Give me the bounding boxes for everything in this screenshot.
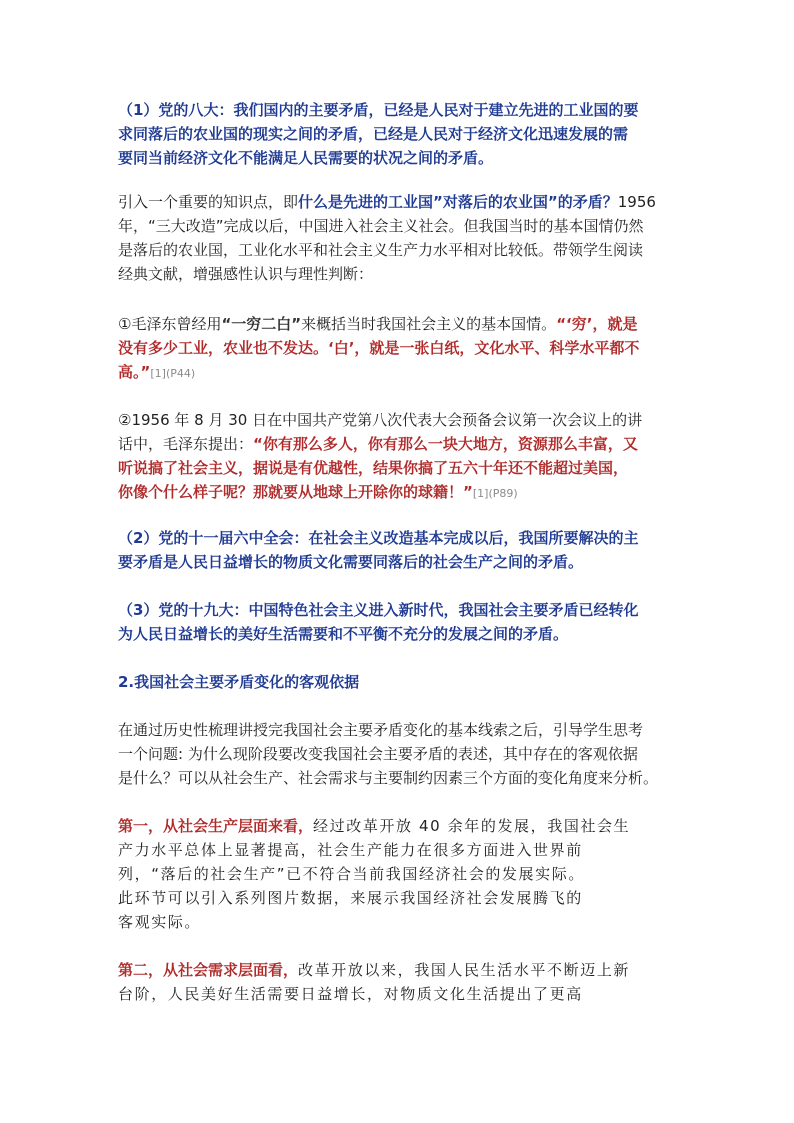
text-line: [118, 432, 678, 456]
text-line: （1）党的八大：我们国内的主要矛盾，已经是人民对于建立先进的工业国的要: [118, 101, 639, 119]
emphasis-run: 第二，从社会需求层面看，: [118, 961, 299, 979]
paragraph-nineteenth-congress: [118, 598, 678, 646]
text-line: 列，“落后的社会生产”已不符合当前我国经济社会的发展实际。: [118, 865, 585, 883]
text-line: 要矛盾是人民日益增长的物质文化需要同落后的社会生产之间的矛盾。: [118, 553, 584, 571]
text-line: 客观实际。: [118, 913, 202, 931]
text-line: 没有多少工业，农业也不发达。‘白’，就是一张白纸，文化水平、科学水平都不: [118, 339, 640, 357]
text-line: ②1956 年 8 月 30 日在中国共产党第八次代表大会预备会议第一次会议上的讲: [118, 411, 643, 429]
section-heading: 2.我国社会主要矛盾变化的客观依据: [118, 673, 360, 691]
paragraph-social-production: [118, 814, 678, 934]
quote-run: “‘穷’，就是: [556, 315, 638, 333]
paragraph-sixth-plenary: [118, 526, 678, 574]
quote-run: 高。”: [118, 363, 151, 381]
text-line: 一个问题: 为什么现阶段要改变我国社会主要矛盾的表述，其中存在的客观依据: [118, 745, 638, 763]
emphasis-run: 第一，从社会生产层面来看，: [118, 817, 314, 835]
text-line: [118, 814, 678, 838]
quote-run: “你有那么多人，你有那么一块大地方，资源那么丰富，又: [253, 435, 638, 453]
text-run: 引入一个重要的知识点，即: [118, 193, 299, 211]
quote-run: 你像个什么样子呢？那就要从地球上开除你的球籍！”: [118, 483, 473, 501]
text-run: 1956: [617, 193, 656, 211]
text-line: （3）党的十九大：中国特色社会主义进入新时代，我国社会主要矛盾已经转化: [118, 601, 639, 619]
emphasis-run: 什么是先进的工业国”对落后的农业国”的矛盾？: [298, 193, 618, 211]
paragraph-objective-basis: [118, 718, 678, 790]
paragraph-quote-2: [118, 408, 678, 506]
text-run: 经过改革开放 40 余年的发展，我国社会生: [313, 817, 631, 835]
text-run: 改革开放以来，我国人民生活水平不断迈上新: [298, 961, 631, 979]
text-line: [118, 360, 678, 386]
text-line: 要同当前经济文化不能满足人民需要的状况之间的矛盾。: [118, 149, 494, 167]
text-run: 来概括当时我国社会主义的基本国情。: [301, 315, 557, 333]
paragraph-knowledge-point: [118, 190, 678, 286]
paragraph-social-demand: [118, 958, 678, 1006]
text-line: [118, 190, 678, 214]
text-line: （2）党的十一届六中全会：在社会主义改造基本完成以后，我国所要解决的主: [118, 529, 639, 547]
text-line: 是什么？可以从社会生产、社会需求与主要制约因素三个方面的变化角度来分析。: [118, 769, 659, 787]
emphasis-run: “一穷二白”: [221, 315, 302, 333]
text-line: 经典文献，增强感性认识与理性判断：: [118, 265, 374, 283]
text-line: [118, 480, 678, 506]
text-line: 年，“三大改造”完成以后，中国进入社会主义社会。但我国当时的基本国情仍然: [118, 217, 644, 235]
text-run: 话中，毛泽东提出：: [118, 435, 254, 453]
citation: [1](P44): [150, 367, 196, 380]
citation: [1](P89): [472, 487, 518, 500]
paragraph-eighth-congress: [118, 98, 678, 170]
text-line: [118, 312, 678, 336]
paragraph-quote-1: [118, 312, 678, 386]
text-line: [118, 958, 678, 982]
text-line: 此环节可以引入系列图片数据，来展示我国经济社会发展腾飞的: [118, 889, 583, 907]
text-line: 听说搞了社会主义，据说是有优越性，结果你搞了五六十年还不能超过美国，: [118, 459, 629, 477]
text-line: 是落后的农业国，工业化水平和社会主义生产力水平相对比较低。带领学生阅读: [118, 241, 644, 259]
text-line: 台阶，人民美好生活需要日益增长，对物质文化生活提出了更高: [118, 985, 583, 1003]
text-line: 求同落后的农业国的现实之间的矛盾，已经是人民对于经济文化迅速发展的需: [118, 125, 629, 143]
text-line: 在通过历史性梳理讲授完我国社会主要矛盾变化的基本线索之后，引导学生思考: [118, 721, 644, 739]
text-line: 为人民日益增长的美好生活需要和不平衡不充分的发展之间的矛盾。: [118, 625, 569, 643]
text-line: 产力水平总体上显著提高，社会生产能力在很多方面进入世界前: [118, 841, 583, 859]
text-run: ①毛泽东曾经用: [118, 315, 222, 333]
